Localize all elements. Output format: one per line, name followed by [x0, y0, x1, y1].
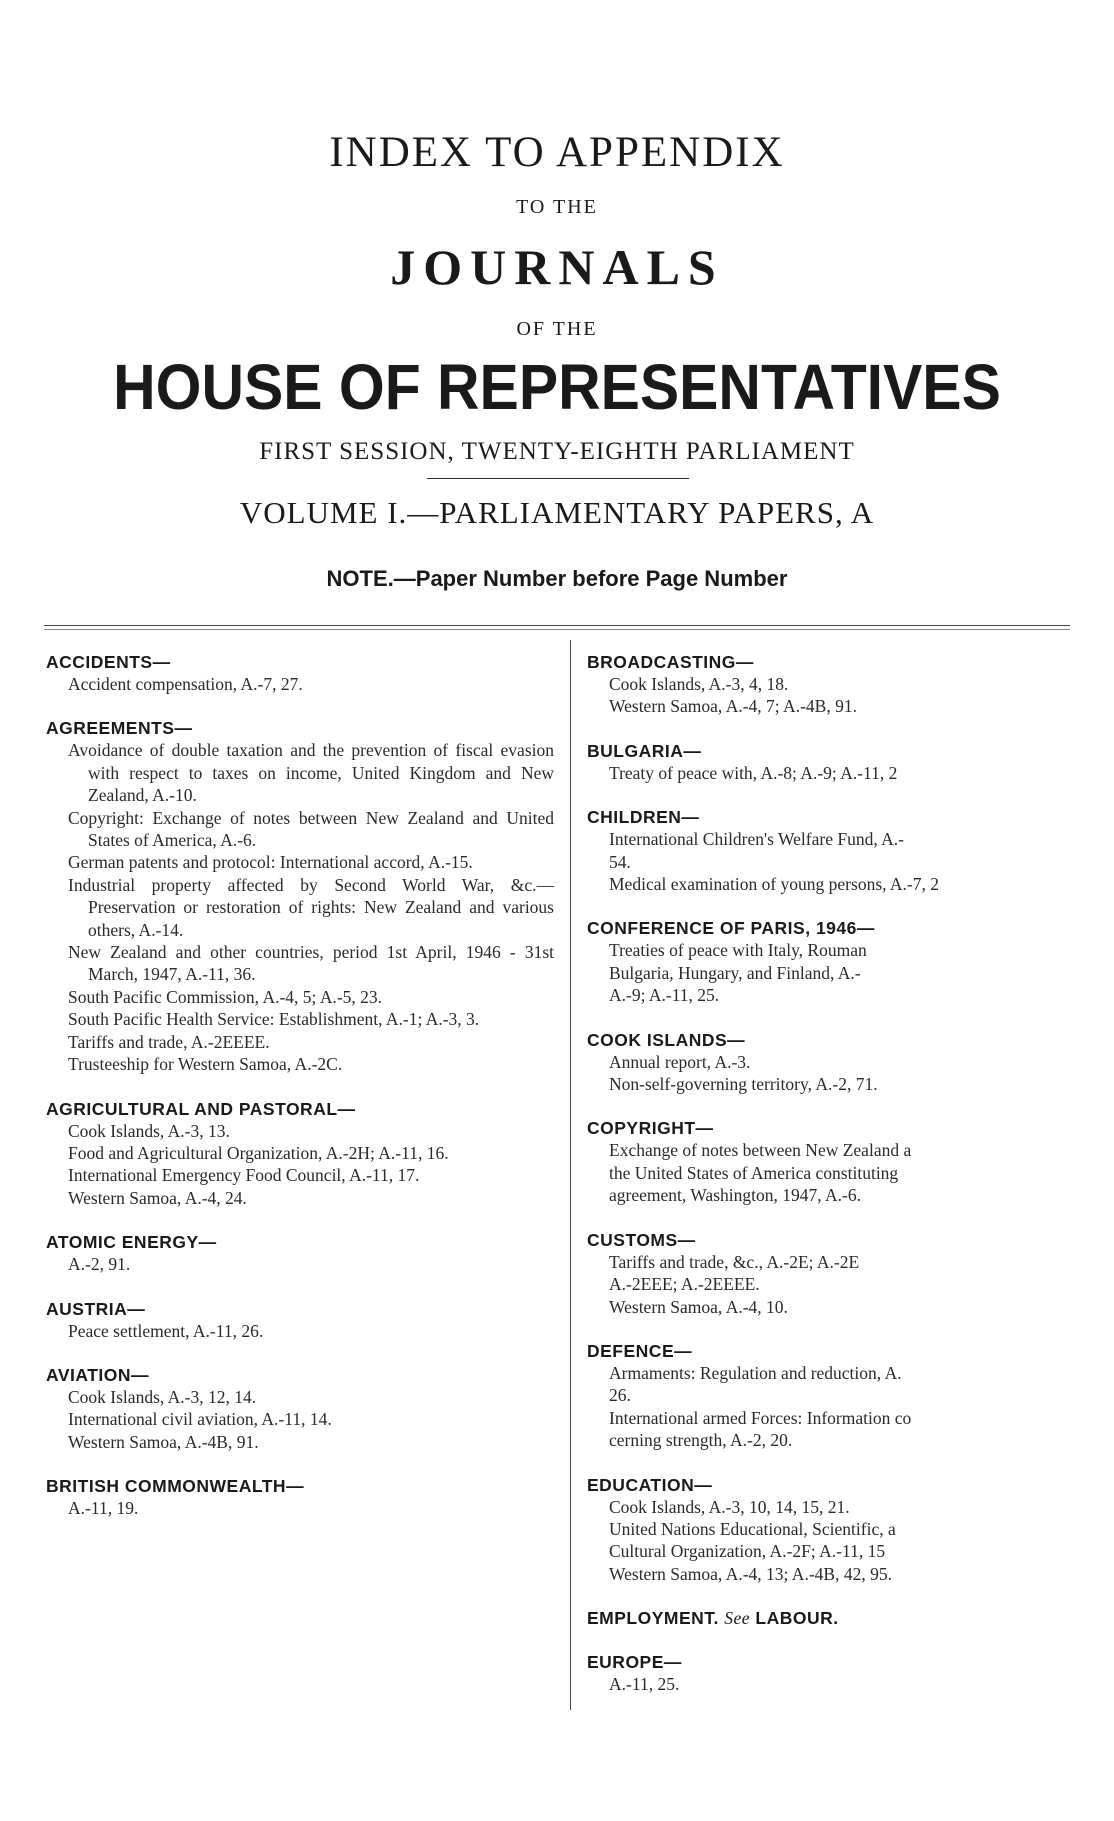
index-heading: BULGARIA— — [587, 740, 702, 761]
index-entry: New Zealand and other countries, period 1st April, 1946 - 31st March, 1947, A.-11, 36. — [68, 942, 554, 985]
index-entry: 54. — [609, 851, 631, 872]
see-reference: See — [724, 1608, 751, 1629]
index-entry: A.-2, 91. — [68, 1254, 131, 1275]
index-entry: Tariffs and trade, &c., A.-2E; A.-2E — [609, 1251, 860, 1272]
index-entry: the United States of America constituting — [609, 1162, 899, 1183]
section-divider — [44, 625, 1070, 626]
index-section — [46, 717, 554, 1075]
index-section — [46, 651, 554, 695]
column-divider — [570, 640, 571, 1710]
index-entry: Western Samoa, A.-4, 13; A.-4B, 42, 95. — [609, 1563, 892, 1584]
index-heading: EDUCATION— — [587, 1474, 713, 1495]
see-target: LABOUR. — [750, 1608, 839, 1629]
index-entry: Tariffs and trade, A.-2EEEE. — [68, 1031, 270, 1052]
index-section — [46, 1364, 554, 1453]
index-entry: Armaments: Regulation and reduction, A. — [609, 1362, 902, 1383]
index-section — [587, 651, 1114, 718]
session-line: FIRST SESSION, TWENTY-EIGHTH PARLIAMENT — [259, 438, 855, 465]
index-heading: ATOMIC ENERGY— — [46, 1232, 217, 1253]
index-heading: AUSTRIA— — [46, 1298, 146, 1319]
index-entry: International Children's Welfare Fund, A.- — [609, 829, 904, 850]
index-entry: South Pacific Health Service: Establishment, A.-1; A.-3, 3. — [68, 1009, 480, 1030]
index-heading: CONFERENCE OF PARIS, 1946— — [587, 918, 875, 939]
index-section — [587, 1474, 1114, 1586]
index-entry: German patents and protocol: International accord, A.-15. — [68, 852, 473, 873]
index-entry: Treaties of peace with Italy, Rouman — [609, 940, 867, 961]
index-entry: Industrial property affected by Second World War, &c.—Preservation or restoration of rights: New Zealand and various others, A.-14. — [68, 874, 554, 940]
index-entry: cerning strength, A.-2, 20. — [609, 1430, 793, 1451]
index-entry: A.-9; A.-11, 25. — [609, 985, 720, 1006]
index-section — [587, 1229, 1114, 1318]
index-column-right — [587, 651, 1114, 1718]
index-entry: Cook Islands, A.-3, 12, 14. — [68, 1386, 257, 1407]
index-entry: 26. — [609, 1385, 631, 1406]
index-section — [587, 1340, 1114, 1452]
index-entry: Avoidance of double taxation and the prevention of fiscal evasion with respect to taxes on income, United Kingdom and New Zealand, A.-10. — [68, 740, 554, 806]
index-heading: AVIATION— — [46, 1364, 150, 1385]
index-entry: Cook Islands, A.-3, 13. — [68, 1120, 230, 1141]
index-entry: Accident compensation, A.-7, 27. — [68, 674, 303, 694]
index-entry: Western Samoa, A.-4, 7; A.-4B, 91. — [609, 696, 857, 717]
index-entry: Cultural Organization, A.-2F; A.-11, 15 — [609, 1541, 886, 1562]
index-entry: Exchange of notes between New Zealand a — [609, 1140, 912, 1161]
index-entry: A.-11, 25. — [609, 1674, 680, 1695]
index-section — [587, 1029, 1114, 1096]
index-entry: Western Samoa, A.-4, 10. — [609, 1296, 788, 1317]
index-section — [587, 740, 1114, 784]
index-entry: Western Samoa, A.-4, 24. — [68, 1187, 247, 1208]
title-to-the: TO THE — [516, 196, 598, 218]
index-entry: International Emergency Food Council, A.-11, 17. — [68, 1165, 420, 1186]
index-heading: CHILDREN— — [587, 807, 700, 828]
index-heading-text: EMPLOYMENT. — [587, 1608, 725, 1629]
index-heading: BRITISH COMMONWEALTH— — [46, 1476, 305, 1497]
index-heading: AGREEMENTS— — [46, 718, 193, 739]
index-column-left — [46, 651, 554, 1542]
index-section — [587, 806, 1114, 895]
index-entry: agreement, Washington, 1947, A.-6. — [609, 1185, 861, 1206]
index-entry: International armed Forces: Information co — [609, 1407, 912, 1428]
index-entry: United Nations Educational, Scientific, a — [609, 1518, 896, 1539]
index-heading: COPYRIGHT— — [587, 1118, 714, 1139]
title-of-the: OF THE — [516, 318, 598, 340]
index-entry: Cook Islands, A.-3, 10, 14, 15, 21. — [609, 1496, 850, 1517]
index-heading: COOK ISLANDS— — [587, 1029, 746, 1050]
section-divider-secondary — [44, 629, 1070, 630]
index-section — [46, 1475, 554, 1519]
index-entry: Peace settlement, A.-11, 26. — [68, 1320, 264, 1341]
index-heading: ACCIDENTS— — [46, 652, 171, 672]
index-section — [587, 1607, 1114, 1629]
note-line: NOTE.—Paper Number before Page Number — [326, 566, 788, 591]
index-heading: DEFENCE— — [587, 1340, 693, 1361]
index-entry: Western Samoa, A.-4B, 91. — [68, 1431, 259, 1452]
index-section — [46, 1231, 554, 1275]
index-section — [587, 1117, 1114, 1206]
index-section — [587, 1651, 1114, 1695]
title-journals: JOURNALS — [390, 239, 724, 295]
index-section — [46, 1298, 554, 1342]
index-entry: Annual report, A.-3. — [609, 1051, 751, 1072]
index-entry: Bulgaria, Hungary, and Finland, A.- — [609, 962, 861, 983]
index-entry: Medical examination of young persons, A.-7, 2 — [609, 874, 940, 895]
index-heading: CUSTOMS— — [587, 1229, 696, 1250]
volume-line: VOLUME I.—PARLIAMENTARY PAPERS, A — [239, 495, 875, 530]
index-entry: Food and Agricultural Organization, A.-2H; A.-11, 16. — [68, 1142, 449, 1163]
index-entry: Copyright: Exchange of notes between New Zealand and United States of America, A.-6. — [68, 807, 554, 851]
index-entry: South Pacific Commission, A.-4, 5; A.-5, 23. — [68, 986, 383, 1007]
index-heading: AGRICULTURAL AND PASTORAL— — [46, 1098, 356, 1119]
index-entry: International civil aviation, A.-11, 14. — [68, 1409, 332, 1430]
index-heading: BROADCASTING— — [587, 652, 754, 672]
index-entry: Trusteeship for Western Samoa, A.-2C. — [68, 1054, 343, 1075]
index-entry: A.-2EEE; A.-2EEEE. — [609, 1274, 760, 1295]
index-section — [587, 917, 1114, 1006]
index-entry: Cook Islands, A.-3, 4, 18. — [609, 674, 789, 694]
index-entry: Non-self-governing territory, A.-2, 71. — [609, 1074, 878, 1095]
index-heading: EUROPE— — [587, 1652, 682, 1673]
index-entry: A.-11, 19. — [68, 1498, 139, 1519]
title-house-of-representatives: HOUSE OF REPRESENTATIVES — [113, 351, 1001, 423]
short-divider — [427, 478, 689, 479]
index-entry: Treaty of peace with, A.-8; A.-9; A.-11, 2 — [609, 762, 898, 783]
index-heading — [587, 1607, 1114, 1629]
title-index-to-appendix: INDEX TO APPENDIX — [329, 129, 785, 176]
index-section — [46, 1098, 554, 1210]
